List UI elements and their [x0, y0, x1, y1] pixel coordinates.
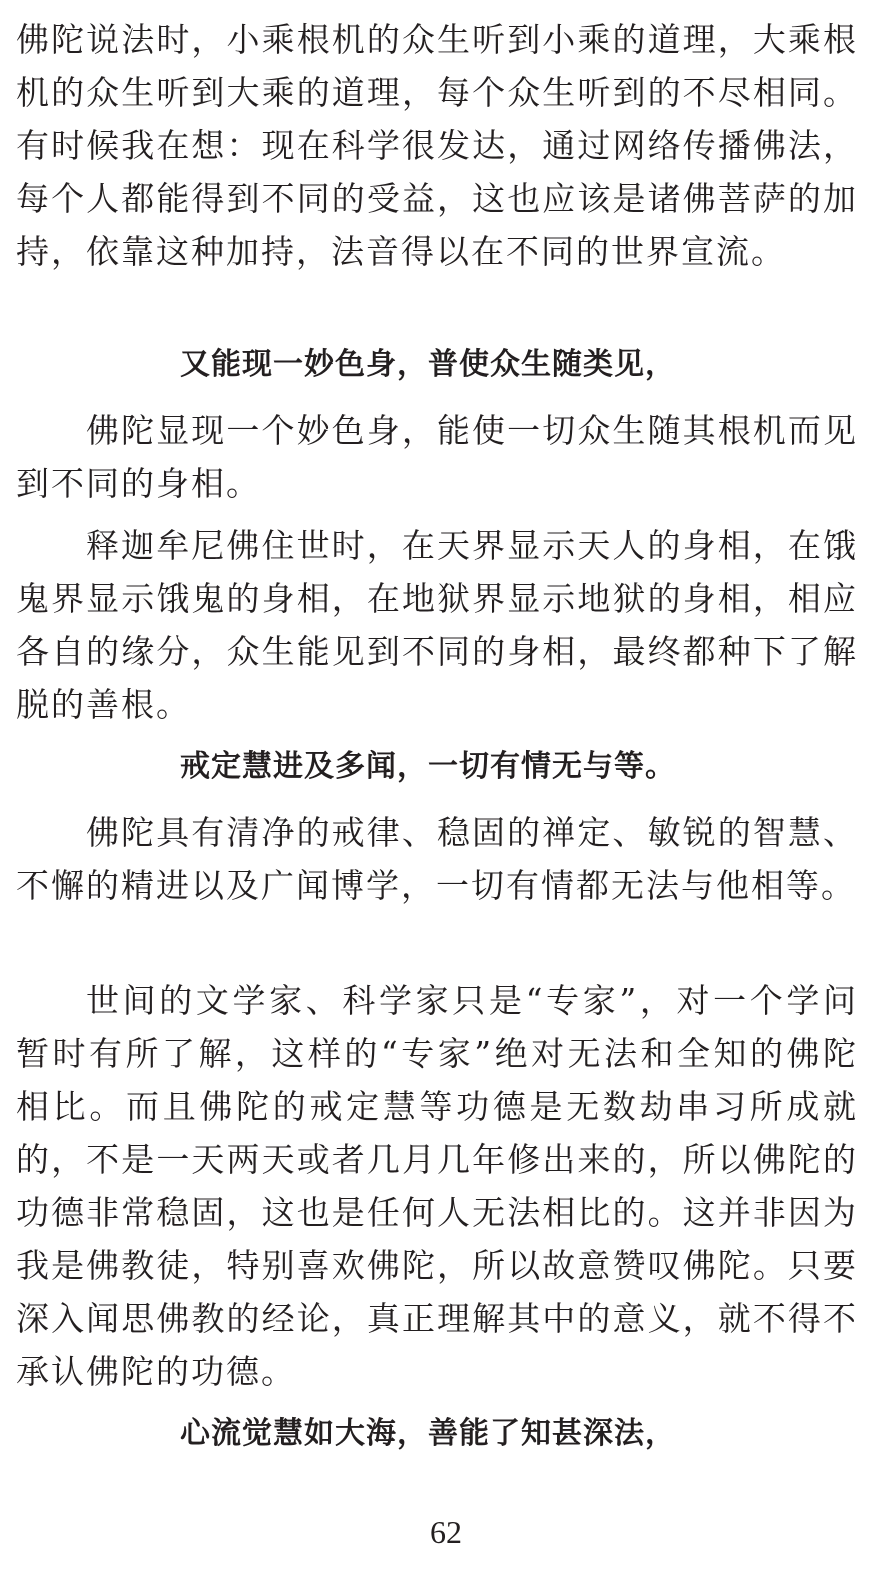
paragraph-buddha-qualities: 佛陀具有清净的戒律、稳固的禅定、敏锐的智慧、不懈的精进以及广闻博学，一切有情都无法与他相等。 — [16, 813, 858, 905]
paragraph-wondrous-form-explanation: 佛陀显现一个妙色身，能使一切众生随其根机而见到不同的身相。 — [16, 411, 858, 503]
verse-precepts-samadhi-wisdom: 戒定慧进及多闻，一切有情无与等。 — [180, 749, 676, 784]
verse-mind-stream-ocean: 心流觉慧如大海，善能了知甚深法， — [180, 1416, 676, 1451]
page-number: 62 — [430, 1514, 462, 1550]
paragraph-experts-comparison: 世间的文学家、科学家只是“专家”，对一个学问暂时有所了解，这样的“专家”绝对无法和全知的佛陀相比。而且佛陀的戒定慧等功德是无数劫串习所成就的，不是一天两天或者几月几年修出来的，所以佛陀的功德非常稳固，这也是任何人无法相比的。这并非因为我是佛教徒，特别喜欢佛陀，所以故意赞叹佛陀。只要深入闻思佛教的经论，真正理解其中的意义，就不得不承认佛陀的功德。 — [16, 981, 858, 1391]
paragraph-shakyamuni-manifestations: 释迦牟尼佛住世时，在天界显示天人的身相，在饿鬼界显示饿鬼的身相，在地狱界显示地狱的身相，相应各自的缘分，众生能见到不同的身相，最终都种下了解脱的善根。 — [16, 526, 858, 724]
paragraph-dharma-spread: 佛陀说法时，小乘根机的众生听到小乘的道理，大乘根机的众生听到大乘的道理，每个众生听到的不尽相同。有时候我在想：现在科学很发达，通过网络传播佛法，每个人都能得到不同的受益，这也应该是诸佛菩萨的加持，依靠这种加持，法音得以在不同的世界宣流。 — [16, 20, 858, 271]
verse-wondrous-form: 又能现一妙色身，普使众生随类见， — [180, 347, 676, 382]
